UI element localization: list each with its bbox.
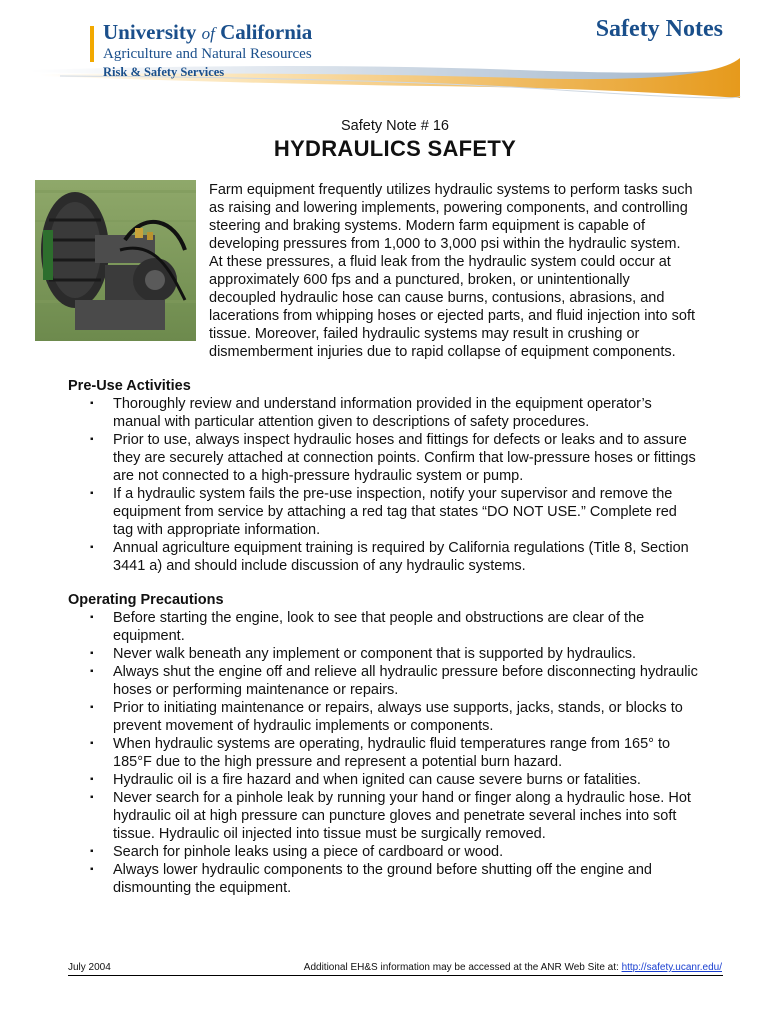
org-department: Risk & Safety Services [103,65,225,79]
bullet-list [68,609,728,897]
footer-divider [68,975,723,976]
bullet-icon: ▪ [90,702,94,713]
intro-line: At these pressures, a fluid leak from the hydraulic system could occur at [209,254,671,270]
list-item: ▪ Thoroughly review and understand information provided in the equipment operator’s manual with particular attention given to descriptions of safety procedures. [90,396,652,430]
intro-line: steering and braking systems. Modern farm equipment is capable of [209,218,646,234]
list-item: ▪ Search for pinhole leaks using a piece of cardboard or wood. [90,844,504,860]
org-division: Agriculture and Natural Resources [103,46,312,62]
org-name-logo: University of California [103,20,313,44]
intro-paragraph [209,181,729,361]
bullet-icon: ▪ [90,648,94,659]
list-item: ▪ Prior to initiating maintenance or repairs, always use supports, jacks, stands, or blocks to prevent movement of hydraulic implements or components. [90,700,683,734]
section-pre-use-activities [68,377,728,575]
intro-line: lacerations from whipping hoses or ejected parts, and fluid injection into soft [209,308,696,324]
footer-info-text: Additional EH&S information may be accessed at the ANR Web Site at: [303,962,622,973]
bullet-list [68,395,728,575]
intro-line: dismemberment injuries due to rapid collapse of equipment components. [209,344,676,360]
bullet-icon: ▪ [90,774,94,785]
list-item: ▪ Never walk beneath any implement or component that is supported by hydraulics. [90,646,637,662]
bullet-icon: ▪ [90,864,94,875]
intro-line: developing pressures from 1,000 to 3,000 psi within the hydraulic system. [209,236,681,252]
bullet-icon: ▪ [90,488,94,499]
doc-type-label: Safety Notes [595,16,723,42]
list-item: ▪ When hydraulic systems are operating, hydraulic fluid temperatures range from 165° to 185°F due to the high pressure and represent a potential burn hazard. [90,736,671,770]
section-heading: Pre-Use Activities [68,378,191,394]
bullet-icon: ▪ [90,738,94,749]
logo-accent-bar [90,26,94,62]
list-item: ▪ Annual agriculture equipment training is required by California regulations (Title 8, Section 3441 a) and should include discussion of any hydraulic systems. [90,540,689,574]
section-heading: Operating Precautions [68,592,224,608]
bullet-icon: ▪ [90,398,94,409]
intro-line: decoupled hydraulic hose can cause burns, contusions, abrasions, and [209,290,665,306]
note-number: Safety Note # 16 [340,118,449,134]
tractor-hydraulics-photo [35,180,196,341]
list-item: ▪ Always shut the engine off and relieve all hydraulic pressure before disconnecting hydraulic hoses or performing maintenance or repairs. [90,664,698,698]
footer-info [304,962,722,973]
bullet-icon: ▪ [90,434,94,445]
bullet-icon: ▪ [90,612,94,623]
intro-line: as raising and lowering implements, powering components, and controlling [209,200,688,216]
list-item: ▪ Prior to use, always inspect hydraulic hoses and fittings for defects or leaks and to assure they are securely attached at connection points. Confirm that low-pressure hoses or fittings are not connected to a high-pressure hydraulic system or pump. [90,432,696,484]
list-item: ▪ If a hydraulic system fails the pre-use inspection, notify your supervisor and remove the equipment from service by attaching a red tag that states “DO NOT USE.” Complete red tag with appropriate information. [90,486,677,538]
intro-line: tissue. Moreover, failed hydraulic systems may result in crushing or [209,326,640,342]
safety-website-link[interactable]: http://safety.ucanr.edu/ [621,962,722,973]
section-operating-precautions [68,591,728,897]
bullet-icon: ▪ [90,846,94,857]
bullet-icon: ▪ [90,542,94,553]
page-header [0,0,768,100]
bullet-icon: ▪ [90,666,94,677]
footer-date: July 2004 [68,962,111,973]
list-item: ▪ Always lower hydraulic components to the ground before shutting off the engine and dismounting the equipment. [90,862,652,896]
bullet-icon: ▪ [90,792,94,803]
list-item: ▪ Hydraulic oil is a fire hazard and when ignited can cause severe burns or fatalities. [90,772,641,788]
list-item: ▪ Never search for a pinhole leak by running your hand or finger along a hydraulic hose. Hot hydraulic oil at high pressure can puncture gloves and penetrate several inches into soft tissue. Hydraulic oil injected into tissue must be surgically removed. [90,790,691,842]
intro-line: Farm equipment frequently utilizes hydraulic systems to perform tasks such [209,182,693,198]
page-title: HYDRAULICS SAFETY [273,136,517,161]
list-item: ▪ Before starting the engine, look to see that people and obstructions are clear of the equipment. [90,610,645,644]
intro-line: approximately 600 fps and a punctured, broken, or unintentionally [209,272,630,288]
